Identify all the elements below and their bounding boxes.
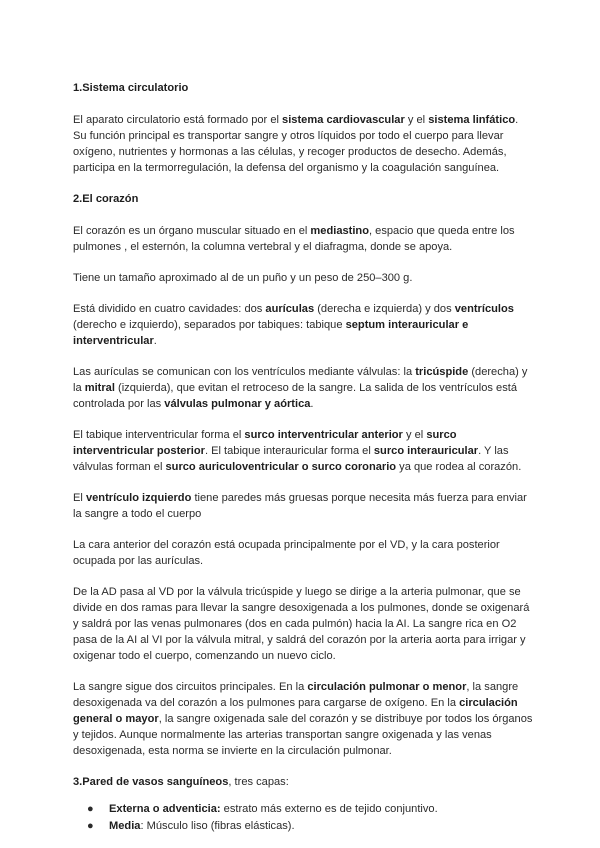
text-run: La cara anterior del corazón está ocupada principalmente por el VD, y la cara posterior ocupada por las aurículas. [73, 539, 500, 567]
bold-term: ventrículo izquierdo [85, 492, 192, 504]
bold-term: surco auriculoventricular o surco coronario [165, 461, 397, 473]
text-run: . El tabique interauricular forma el [204, 445, 374, 457]
text-run: , la sangre oxigenada sale del corazón y se distribuye por todos los órganos y tejidos. Aunque normalmente las arterias transportan sangre oxigenada y las venas desoxigenada, esta norma se invierte en la circulación pulmonar. [73, 713, 533, 757]
text-run: El [73, 492, 86, 504]
section-heading-3-bold: 3.Pared de vasos sanguíneos [73, 776, 229, 788]
text-run: . [310, 398, 314, 410]
paragraph [73, 364, 533, 412]
bullet-icon: ● [87, 803, 94, 815]
list-item-term: Media [109, 820, 141, 832]
paragraph [73, 223, 533, 255]
bold-term: sistema linfático [428, 114, 516, 126]
section-heading-3-rest: , tres capas: [228, 776, 289, 788]
text-run: tiene paredes más gruesas porque necesita más fuerza para enviar la sangre a todo el cuerpo [73, 492, 527, 520]
text-run: (izquierda), que evitan el retroceso de la sangre. La salida de los ventrículos está controlada por las [73, 382, 518, 410]
bold-term: mitral [84, 382, 115, 394]
text-run: Está dividido en cuatro cavidades: dos [73, 303, 266, 315]
text-run: ya que rodea al corazón. [396, 461, 522, 473]
text-run: La sangre sigue dos circuitos principales. En la [73, 681, 308, 693]
text-run: . [153, 335, 157, 347]
bold-term: septum interauricular e interventricular [73, 319, 469, 347]
text-run: El tabique interventricular forma el [73, 429, 245, 441]
document-page [73, 80, 533, 835]
section-heading-3 [73, 774, 533, 790]
text-run: , espacio que queda entre los pulmones , el esternón, la columna vertebral y el diafragma, donde se apoya. [73, 225, 515, 253]
bullet-icon: ● [87, 820, 94, 832]
list-item [73, 818, 533, 835]
paragraph [73, 270, 533, 286]
list-item-text: : Músculo liso (fibras elásticas). [140, 820, 295, 832]
list-item [73, 801, 533, 818]
text-run: Las aurículas se comunican con los ventrículos mediante válvulas: la [73, 366, 416, 378]
text-run: , la sangre desoxigenada va del corazón a los pulmones para cargarse de oxígeno. En la [73, 681, 519, 709]
wall-layers-list [73, 801, 533, 835]
section-heading: 1.Sistema circulatorio [73, 82, 189, 94]
paragraph [73, 584, 533, 664]
bold-term: circulación general o mayor [73, 697, 518, 725]
bold-term: surco interventricular anterior [244, 429, 403, 441]
bold-term: aurículas [265, 303, 315, 315]
text-run: y el [404, 114, 429, 126]
text-run: (derecho e izquierdo), separados por tabiques: tabique [73, 319, 346, 331]
bold-term: válvulas pulmonar y aórtica [164, 398, 311, 410]
paragraph [73, 537, 533, 569]
bold-term: mediastino [310, 225, 369, 237]
bold-term: circulación pulmonar o menor [307, 681, 467, 693]
bold-term: ventrículos [454, 303, 514, 315]
paragraph [73, 112, 533, 176]
list-item-text: estrato más externo es de tejido conjuntivo. [220, 803, 438, 815]
text-run: Tiene un tamaño aproximado al de un puño y un peso de 250–300 g. [73, 272, 413, 284]
section-heading: 2.El corazón [73, 193, 139, 205]
paragraph [73, 301, 533, 349]
text-run: . Su función principal es transportar sangre y otros líquidos por todo el cuerpo para llevar oxígeno, nutrientes y hormonas a las células, y recoger productos de desecho. Además, participa en la termorregulación, la defensa del organismo y la coagulación sanguínea. [73, 114, 519, 174]
paragraph [73, 427, 533, 475]
text-run: y el [402, 429, 427, 441]
text-run: El corazón es un órgano muscular situado en el [73, 225, 311, 237]
text-run: (derecha) y la [73, 366, 528, 394]
bold-term: tricúspide [415, 366, 469, 378]
paragraph [73, 490, 533, 522]
text-run: (derecha e izquierda) y dos [314, 303, 455, 315]
text-run: . Y las válvulas forman el [73, 445, 509, 473]
text-run: El aparato circulatorio está formado por el [73, 114, 283, 126]
text-run: De la AD pasa al VD por la válvula tricúspide y luego se dirige a la arteria pulmonar, que se divide en dos ramas para llevar la sangre desoxigenada a los pulmones, donde se oxigenará y saldrá por las venas pulmonares (dos en cada pulmón) hacia la AI. La sangre rica en O2 pasa de la AI al VI por la válvula mitral, y saldrá del corazón por la arteria aorta para irrigar y oxigenar todo el cuerpo, comenzando un nuevo ciclo. [73, 586, 530, 662]
document-body [73, 80, 533, 759]
paragraph [73, 679, 533, 759]
bold-term: sistema cardiovascular [282, 114, 405, 126]
bold-term: surco interauricular [373, 445, 479, 457]
list-item-term: Externa o adventicia: [109, 803, 221, 815]
bold-term: surco interventricular posterior [73, 429, 457, 457]
